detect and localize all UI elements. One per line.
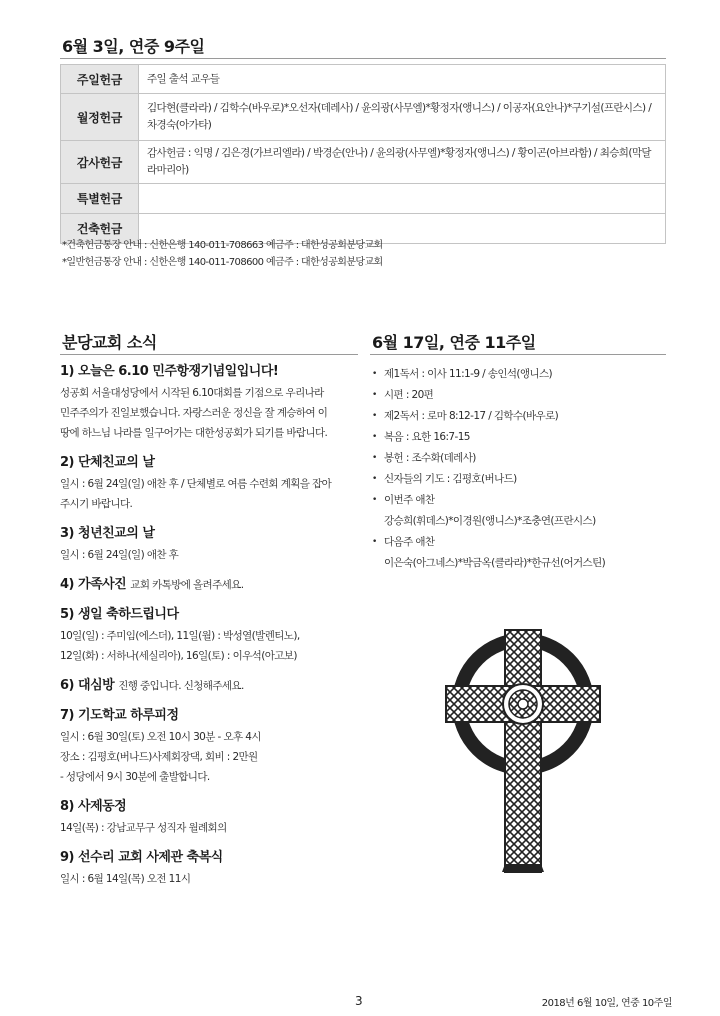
news-item <box>60 848 360 889</box>
footer-date: 2018년 6월 10일, 연중 10주일 <box>541 998 672 1009</box>
news-heading-text: 5) 생일 축하드립니다 <box>60 607 179 622</box>
list-item-text: 신자들의 기도 : 김평호(버나드) <box>384 473 517 485</box>
page-title: 6월 3일, 연중 9주일 <box>62 37 205 56</box>
news-line: 일시 : 6월 24일(일) 애찬 후 / 단체별로 여름 수련회 계획을 잡아 <box>60 478 332 490</box>
bullet-icon: • <box>372 474 377 484</box>
news-heading-text: 4) 가족사진 <box>60 577 127 592</box>
news-item <box>60 676 360 696</box>
bullet-icon: • <box>372 453 377 463</box>
news-item <box>60 453 360 514</box>
news-line: 일시 : 6월 14일(목) 오전 11시 <box>60 873 191 885</box>
list-item-text: 봉헌 : 조수화(데레사) <box>384 452 476 464</box>
news-section-title: 분당교회 소식 <box>62 333 157 352</box>
news-heading-tail: 교회 카톡방에 올려주세요. <box>130 579 244 591</box>
next-week-list <box>372 364 672 574</box>
news-heading-tail: 진행 중입니다. 신청해주세요. <box>118 680 244 692</box>
list-item-text: 제1독서 : 이사 11:1-9 / 송인석(앵니스) <box>384 368 553 380</box>
table-row <box>61 65 666 94</box>
news-heading-text: 8) 사제동정 <box>60 799 127 814</box>
next-week-rule <box>370 354 666 355</box>
news-heading <box>60 575 360 595</box>
offering-value-monthly: 김다현(클라라) / 김학수(바우로)*오선자(데레사) / 윤의광(사무엘)*황정자(앵니스) / 이공자(요안나)*구기설(프란시스) / 차경숙(아가타) <box>139 94 666 141</box>
bullet-icon: • <box>372 432 377 442</box>
news-item <box>60 706 360 787</box>
news-heading <box>60 797 360 816</box>
list-item-text: 복음 : 요한 16:7-15 <box>384 431 470 443</box>
news-heading-text: 2) 단체친교의 날 <box>60 455 155 470</box>
building-account-note: *건축헌금통장 안내 : 신한은행 140-011-708663 예금주 : 대한성공회분당교회 <box>62 240 383 251</box>
list-item-text: 강승희(휘데스)*이경원(앵니스)*조충연(프란시스) <box>384 515 596 527</box>
general-account-note: *일반헌금통장 안내 : 신한은행 140-011-708600 예금주 : 대한성공회분당교회 <box>62 257 383 268</box>
news-line: 14일(목) : 강남교무구 성직자 월례회의 <box>60 822 227 834</box>
table-row <box>61 94 666 141</box>
offering-value-thanks: 감사헌금 : 익명 / 김은경(가브리엘라) / 박경순(안나) / 윤의광(사무엘)*황정자(앵니스) / 황이곤(아브라함) / 최승희(막달라마리아) <box>139 141 666 184</box>
offering-label-thanks: 감사헌금 <box>61 141 139 184</box>
news-line: 일시 : 6월 30일(토) 오전 10시 30분 - 오후 4시 <box>60 731 261 743</box>
news-rule <box>60 354 358 355</box>
offering-label-special: 특별헌금 <box>61 184 139 214</box>
news-line: 주시기 바랍니다. <box>60 498 133 510</box>
news-line: 10일(일) : 주미임(에스더), 11일(월) : 박성열(발렌티노), <box>60 630 300 642</box>
news-item <box>60 797 360 838</box>
list-item <box>372 490 672 532</box>
bullet-icon: • <box>372 537 377 547</box>
news-line: - 성당에서 9시 30분에 출발합니다. <box>60 771 210 783</box>
offering-table <box>60 64 666 244</box>
news-item <box>60 362 360 443</box>
news-heading-text: 9) 선수리 교회 사제관 축복식 <box>60 850 223 865</box>
news-item <box>60 524 360 565</box>
bullet-icon: • <box>372 495 377 505</box>
news-heading-text: 1) 오늘은 6.10 민주항쟁기념일입니다! <box>60 364 279 379</box>
list-item <box>372 364 672 385</box>
news-heading <box>60 605 360 624</box>
news-line: 12일(화) : 서하나(세실리아), 16일(토) : 이우석(아고보) <box>60 650 297 662</box>
news-line: 땅에 하느님 나라를 일구어가는 대한성공회가 되기를 바랍니다. <box>60 427 328 439</box>
news-heading <box>60 453 360 472</box>
next-week-title: 6월 17일, 연중 11주일 <box>372 333 536 352</box>
list-item-text: 이번주 애찬 <box>384 494 435 506</box>
table-row <box>61 184 666 214</box>
page-number: 3 <box>355 994 363 1008</box>
bullet-icon: • <box>372 369 377 379</box>
news-heading-text: 6) 대심방 <box>60 678 115 693</box>
news-line: 민주주의가 진일보했습니다. 자랑스러운 정신을 잘 계승하여 이 <box>60 407 328 419</box>
list-item <box>372 448 672 469</box>
list-item-text: 제2독서 : 로마 8:12-17 / 김학수(바우로) <box>384 410 559 422</box>
news-heading <box>60 362 360 381</box>
list-item-text: 시편 : 20편 <box>384 389 434 401</box>
list-item <box>372 469 672 490</box>
news-item <box>60 605 360 666</box>
list-item-text: 이은숙(아그네스)*박금옥(클라라)*한규선(어거스틴) <box>384 557 606 569</box>
offering-label-sunday: 주일헌금 <box>61 65 139 94</box>
table-row <box>61 141 666 184</box>
title-rule <box>60 58 666 59</box>
bullet-icon: • <box>372 390 377 400</box>
list-item <box>372 532 672 574</box>
offering-value-special <box>139 184 666 214</box>
news-line: 장소 : 김평호(버나드)사제회장댁, 회비 : 2만원 <box>60 751 258 763</box>
offering-label-building: 건축헌금 <box>61 214 139 244</box>
news-line: 일시 : 6월 24일(일) 애찬 후 <box>60 549 179 561</box>
celtic-cross-icon <box>442 628 604 876</box>
news-line: 성공회 서울대성당에서 시작된 6.10대회를 기점으로 우리나라 <box>60 387 324 399</box>
list-item <box>372 385 672 406</box>
news-heading-text: 7) 기도학교 하루피정 <box>60 708 179 723</box>
offering-value-sunday: 주일 출석 교우들 <box>139 65 666 94</box>
news-heading <box>60 524 360 543</box>
list-item <box>372 406 672 427</box>
bullet-icon: • <box>372 411 377 421</box>
news-list <box>60 362 360 899</box>
list-item <box>372 427 672 448</box>
news-heading-text: 3) 청년친교의 날 <box>60 526 155 541</box>
offering-label-monthly: 월정헌금 <box>61 94 139 141</box>
news-heading <box>60 676 360 696</box>
news-heading <box>60 706 360 725</box>
news-heading <box>60 848 360 867</box>
news-item <box>60 575 360 595</box>
list-item-text: 다음주 애찬 <box>384 536 435 548</box>
